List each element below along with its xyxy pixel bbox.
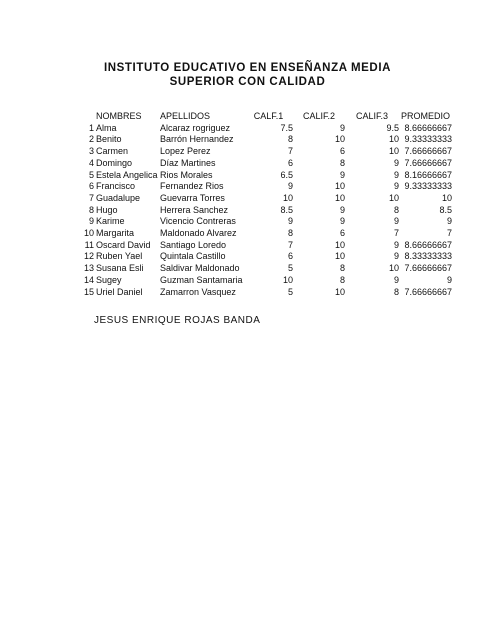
cell-promedio: 8.16666667 xyxy=(404,169,452,180)
cell-promedio: 7.66666667 xyxy=(404,286,452,297)
cell-apellidos: Alcaraz rogriguez xyxy=(160,122,231,133)
cell-calf1: 7 xyxy=(287,239,293,250)
cell-calf1: 6.5 xyxy=(280,169,293,180)
row-number: 14 xyxy=(83,274,94,285)
cell-calif2: 10 xyxy=(334,192,345,203)
cell-apellidos: Maldonado Alvarez xyxy=(160,228,237,239)
cell-calif3: 9 xyxy=(393,274,399,285)
cell-nombre: Carmen xyxy=(96,146,129,157)
document-title-line2: SUPERIOR CON CALIDAD xyxy=(169,76,326,88)
header-calif2: CALIF.2 xyxy=(302,111,335,121)
cell-calf1: 7.5 xyxy=(280,122,293,133)
cell-calf1: 6 xyxy=(287,157,293,168)
cell-nombre: Francisco xyxy=(96,181,136,192)
cell-calif3: 9 xyxy=(393,251,399,262)
cell-calif3: 9 xyxy=(393,239,399,250)
header-calif3: CALIF.3 xyxy=(355,111,388,121)
cell-calif3: 9 xyxy=(393,157,399,168)
cell-calif3: 9 xyxy=(393,181,399,192)
row-number: 4 xyxy=(88,157,94,168)
cell-nombre: Hugo xyxy=(96,204,118,215)
cell-calif2: 9 xyxy=(339,169,345,180)
cell-apellidos: Vicencio Contreras xyxy=(160,216,236,227)
table-row xyxy=(80,216,452,228)
cell-calif3: 10 xyxy=(388,146,399,157)
cell-calf1: 9 xyxy=(287,216,293,227)
cell-calif3: 9 xyxy=(393,216,399,227)
table-row xyxy=(80,146,452,158)
cell-nombre: Oscard David xyxy=(96,239,151,250)
cell-calif2: 10 xyxy=(334,251,345,262)
cell-calif2: 10 xyxy=(334,239,345,250)
row-number: 15 xyxy=(83,286,94,297)
cell-promedio: 8.5 xyxy=(439,204,452,215)
cell-promedio: 10 xyxy=(441,192,452,203)
header-number xyxy=(80,111,94,123)
cell-calif2: 9 xyxy=(339,122,345,133)
table-row xyxy=(80,251,452,263)
table-header-row xyxy=(80,111,452,123)
cell-calif3: 10 xyxy=(388,134,399,145)
row-number: 6 xyxy=(88,181,94,192)
cell-apellidos: Santiago Loredo xyxy=(160,239,227,250)
cell-calf1: 5 xyxy=(287,263,293,274)
table-row xyxy=(80,275,452,287)
row-number: 5 xyxy=(88,169,94,180)
cell-nombre: Sugey xyxy=(96,274,122,285)
cell-calif2: 6 xyxy=(339,146,345,157)
table-row xyxy=(80,287,452,299)
row-number: 8 xyxy=(88,204,94,215)
author-name: JESUS ENRIQUE ROJAS BANDA xyxy=(94,315,261,326)
table-row xyxy=(80,181,452,193)
row-number: 10 xyxy=(83,228,94,239)
cell-promedio: 8.66666667 xyxy=(404,122,452,133)
cell-promedio: 9 xyxy=(446,216,452,227)
row-number: 13 xyxy=(83,263,94,274)
cell-nombre: Alma xyxy=(96,122,117,133)
cell-calif3: 9.5 xyxy=(386,122,399,133)
cell-apellidos: Díaz Martines xyxy=(160,157,216,168)
cell-nombre: Margarita xyxy=(96,228,135,239)
cell-calif2: 10 xyxy=(334,134,345,145)
cell-calf1: 6 xyxy=(287,251,293,262)
cell-calif2: 6 xyxy=(339,228,345,239)
cell-apellidos: Quintala Castillo xyxy=(160,251,226,262)
row-number: 2 xyxy=(88,134,94,145)
cell-nombre: Susana Esli xyxy=(96,263,144,274)
row-number: 3 xyxy=(88,146,94,157)
row-number: 7 xyxy=(88,192,94,203)
cell-apellidos: Herrera Sanchez xyxy=(160,204,229,215)
cell-apellidos: Lopez Perez xyxy=(160,146,211,157)
cell-apellidos: Barrón Hernandez xyxy=(160,134,234,145)
document-title-line1: INSTITUTO EDUCATIVO EN ENSEÑANZA MEDIA xyxy=(103,62,392,74)
cell-calif2: 9 xyxy=(339,204,345,215)
cell-calif2: 10 xyxy=(334,286,345,297)
cell-calf1: 8 xyxy=(287,228,293,239)
row-number: 1 xyxy=(88,122,94,133)
table-row xyxy=(80,170,452,182)
table-row xyxy=(80,158,452,170)
cell-nombre: Uriel Daniel xyxy=(96,286,143,297)
cell-apellidos: Fernandez Rios xyxy=(160,181,224,192)
cell-calif2: 8 xyxy=(339,274,345,285)
cell-calf1: 9 xyxy=(287,181,293,192)
cell-apellidos: Zamarron Vasquez xyxy=(160,286,236,297)
cell-apellidos: Saldivar Maldonado xyxy=(160,263,240,274)
header-calf1: CALF.1 xyxy=(253,111,284,121)
cell-nombre: Karime xyxy=(96,216,125,227)
cell-calif3: 7 xyxy=(393,228,399,239)
cell-promedio: 9 xyxy=(446,274,452,285)
cell-nombre: Estela Angelica xyxy=(96,169,158,180)
cell-promedio: 7.66666667 xyxy=(404,146,452,157)
header-promedio: PROMEDIO xyxy=(400,111,450,121)
cell-calif2: 10 xyxy=(334,181,345,192)
table-row xyxy=(80,193,452,205)
cell-calf1: 5 xyxy=(287,286,293,297)
cell-promedio: 8.33333333 xyxy=(404,251,452,262)
table-row xyxy=(80,240,452,252)
cell-promedio: 7 xyxy=(446,228,452,239)
row-number: 11 xyxy=(84,239,94,250)
cell-calf1: 8.5 xyxy=(280,204,293,215)
row-number: 9 xyxy=(88,216,94,227)
cell-calf1: 8 xyxy=(287,134,293,145)
table-row xyxy=(80,263,452,275)
cell-calif2: 8 xyxy=(339,263,345,274)
cell-calif3: 10 xyxy=(388,192,399,203)
cell-apellidos: Rios Morales xyxy=(160,169,213,180)
table-row xyxy=(80,123,452,135)
cell-promedio: 8.66666667 xyxy=(404,239,452,250)
cell-calf1: 7 xyxy=(287,146,293,157)
cell-apellidos: Guevarra Torres xyxy=(160,192,225,203)
table-row xyxy=(80,205,452,217)
cell-promedio: 7.66666667 xyxy=(404,157,452,168)
cell-apellidos: Guzman Santamaria xyxy=(160,274,243,285)
cell-calif2: 8 xyxy=(339,157,345,168)
cell-promedio: 9.33333333 xyxy=(404,134,452,145)
cell-nombre: Domingo xyxy=(96,157,133,168)
cell-promedio: 9.33333333 xyxy=(404,181,452,192)
row-number: 12 xyxy=(83,251,94,262)
cell-calif3: 10 xyxy=(388,263,399,274)
cell-nombre: Ruben Yael xyxy=(96,251,143,262)
grades-table xyxy=(80,111,452,298)
cell-nombre: Benito xyxy=(96,134,122,145)
cell-calif2: 9 xyxy=(339,216,345,227)
header-apellidos: APELLIDOS xyxy=(160,111,211,121)
cell-calif3: 9 xyxy=(393,169,399,180)
header-nombres: NOMBRES xyxy=(96,111,142,121)
cell-calf1: 10 xyxy=(282,274,293,285)
cell-promedio: 7.66666667 xyxy=(404,263,452,274)
cell-calif3: 8 xyxy=(393,204,399,215)
cell-calif3: 8 xyxy=(393,286,399,297)
table-row xyxy=(80,228,452,240)
cell-calf1: 10 xyxy=(282,192,293,203)
cell-nombre: Guadalupe xyxy=(96,192,141,203)
table-row xyxy=(80,134,452,146)
